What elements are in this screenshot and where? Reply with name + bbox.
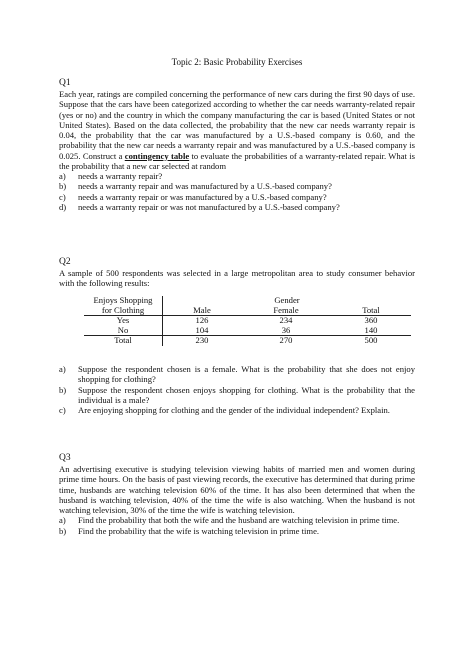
q1-emphasis: contingency table xyxy=(124,150,190,161)
q1-heading: Q1 xyxy=(59,78,71,88)
q1-body-text-2: to evaluate the probabilities of a warranty-related repair. What is the probability that a new car selected at random xyxy=(59,150,415,171)
col-header: Female xyxy=(273,304,299,315)
list-item: b) needs a warranty repair and was manufactured by a U.S.-based company? xyxy=(59,181,332,192)
q2-heading: Q2 xyxy=(59,257,71,267)
q1-block xyxy=(59,89,415,212)
q1-body xyxy=(59,89,415,171)
table-row: No 104 36 140 xyxy=(84,326,411,336)
list-item: c) needs a warranty repair or was manufactured by a U.S.-based company? xyxy=(59,191,327,202)
q3-block xyxy=(59,464,415,536)
group-header: Gender xyxy=(274,295,300,305)
list-item: d) needs a warranty repair or was not manufactured by a U.S.-based company? xyxy=(59,201,340,212)
page-title: Topic 2: Basic Probability Exercises xyxy=(171,57,303,67)
list-item: a) Suppose the respondent chosen is a female. What is the probability that she does not enjoy shopping for clothing? xyxy=(59,364,415,385)
list-item: a) Find the probability that both the wife and the husband are watching television in prime time. xyxy=(59,515,400,526)
list-item: a) needs a warranty repair? xyxy=(59,171,163,181)
list-item: c) Are enjoying shopping for clothing and the gender of the individual independent? Explain. xyxy=(59,405,390,415)
q1-body-text: Each year, ratings are compiled concerning the performance of new cars during the first 90 days of use. Suppose that the cars have been categorized according to whether the car needs warranty-related repair (yes or no) and the country in which the company manufacturing the car is based (United States or not United States). Based on the data collected, the probability that the new car needs warranty repair is 0.04, the probability that the car was manufactured by a U.S.-based company is 0.60, and the probability that the new car needs a warranty repair and was manufactured by a U.S.-based company is 0.025. Construct a xyxy=(59,89,415,161)
q3-heading: Q3 xyxy=(59,453,71,463)
col-header: Total xyxy=(362,304,380,315)
table-total-row: Total 230 270 500 xyxy=(84,336,411,346)
list-item: b) Suppose the respondent chosen enjoys shopping for clothing. What is the probability that the individual is a male? xyxy=(59,384,415,405)
row-header-line1: Enjoys Shopping xyxy=(84,296,163,306)
row-header-line2: for Clothing xyxy=(84,306,163,316)
q2-body: A sample of 500 respondents was selected in a large metropolitan area to study consumer behavior with the following results: xyxy=(59,268,415,289)
col-header: Male xyxy=(193,304,211,315)
q3-body: An advertising executive is studying television viewing habits of married men and women during prime time hours. On the basis of past viewing records, the executive has determined that during prime time, husbands are watching television 60% of the time. It has also been determined that when the husband is watching television, 40% of the time the wife is also watching. When the husband is not watching television, 30% of the time the wife is watching television. xyxy=(59,464,415,515)
list-item: b) Find the probability that the wife is watching television in prime time. xyxy=(59,525,320,536)
gender-shopping-table xyxy=(84,296,411,346)
q2-items xyxy=(59,364,415,415)
table-row: Yes 126 234 360 xyxy=(84,316,411,326)
q2-block xyxy=(59,268,415,289)
